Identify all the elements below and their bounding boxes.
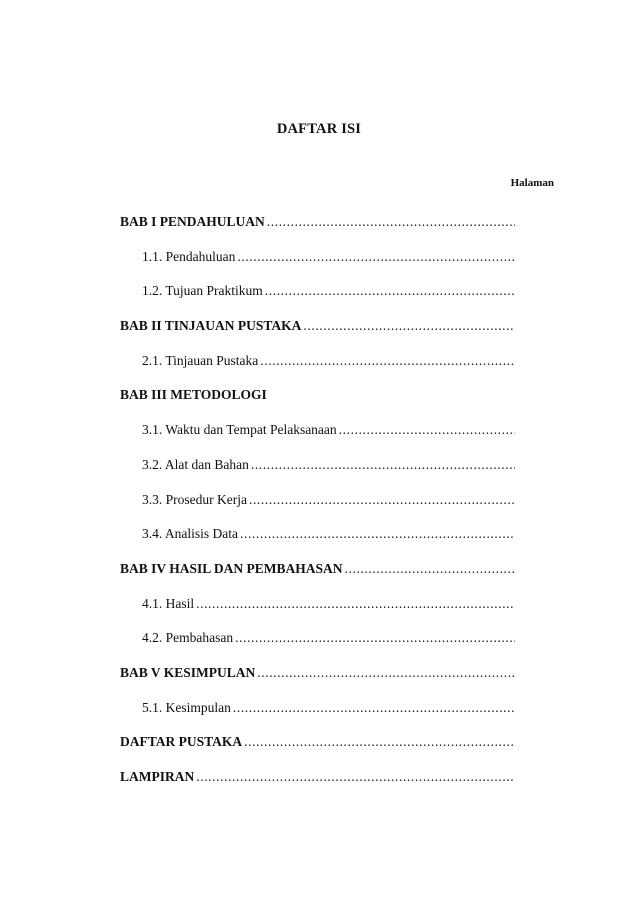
dot-leader [196,769,515,785]
toc-entry-bab-1 [120,214,515,249]
page-number-column-label: Halaman [510,177,554,189]
dot-leader [257,665,515,681]
toc-entry-bab-4 [120,561,515,596]
dot-leader [235,630,515,646]
toc-entry-3-3 [120,492,515,527]
dot-leader [339,422,515,438]
toc-entry-1-1 [120,249,515,284]
toc-entry-label: LAMPIRAN [120,769,195,784]
toc-entry-3-2 [120,457,515,492]
toc-entry-label: 3.1. Waktu dan Tempat Pelaksanaan [142,422,337,438]
toc-entry-3-4 [120,526,515,561]
dot-leader [265,283,515,299]
dot-leader [237,249,515,265]
toc-entry-label: 5.1. Kesimpulan [142,699,231,715]
dot-leader [260,353,515,369]
table-of-contents [120,214,515,804]
toc-entry-label: 4.2. Pembahasan [142,630,234,646]
toc-entry-3-1 [120,422,515,457]
toc-entry-label: 4.1. Hasil [142,595,195,611]
toc-entry-label: BAB II TINJAUAN PUSTAKA [120,318,302,334]
toc-entry-label: DAFTAR PUSTAKA [120,734,243,750]
toc-entry-label: BAB V KESIMPULAN [120,664,256,680]
toc-entry-label: 1.1. Pendahuluan [142,248,236,264]
toc-entry-label: 1.2. Tujuan Praktikum [142,283,263,299]
dot-leader [251,457,515,473]
toc-entry-2-1 [120,353,515,388]
dot-leader [303,318,515,334]
toc-entry-label: 3.2. Alat dan Bahan [142,456,249,472]
dot-leader [196,596,515,612]
dot-leader [240,526,515,542]
toc-entry-label: BAB IV HASIL DAN PEMBAHASAN [120,560,343,576]
toc-entry-label: BAB III METODOLOGI [120,387,267,403]
toc-entry-4-1 [120,596,515,631]
toc-entry-label: 3.4. Analisis Data [142,526,238,542]
dot-leader [244,734,515,750]
toc-entry-label: 3.3. Prosedur Kerja [142,491,247,507]
toc-entry-daftar-pustaka [120,734,515,769]
toc-entry-lampiran [120,769,515,804]
toc-entry-label: 2.1. Tinjauan Pustaka [142,352,259,368]
toc-entry-bab-3 [120,387,515,422]
dot-leader [233,700,515,716]
toc-entry-bab-5 [120,665,515,700]
toc-entry-bab-2 [120,318,515,353]
page-title: DAFTAR ISI [276,121,362,137]
dot-leader [267,214,515,230]
toc-entry-1-2 [120,283,515,318]
toc-entry-4-2 [120,630,515,665]
dot-leader [345,561,515,577]
toc-entry-label: BAB I PENDAHULUAN [120,214,265,229]
dot-leader [249,492,515,508]
toc-entry-5-1 [120,700,515,735]
